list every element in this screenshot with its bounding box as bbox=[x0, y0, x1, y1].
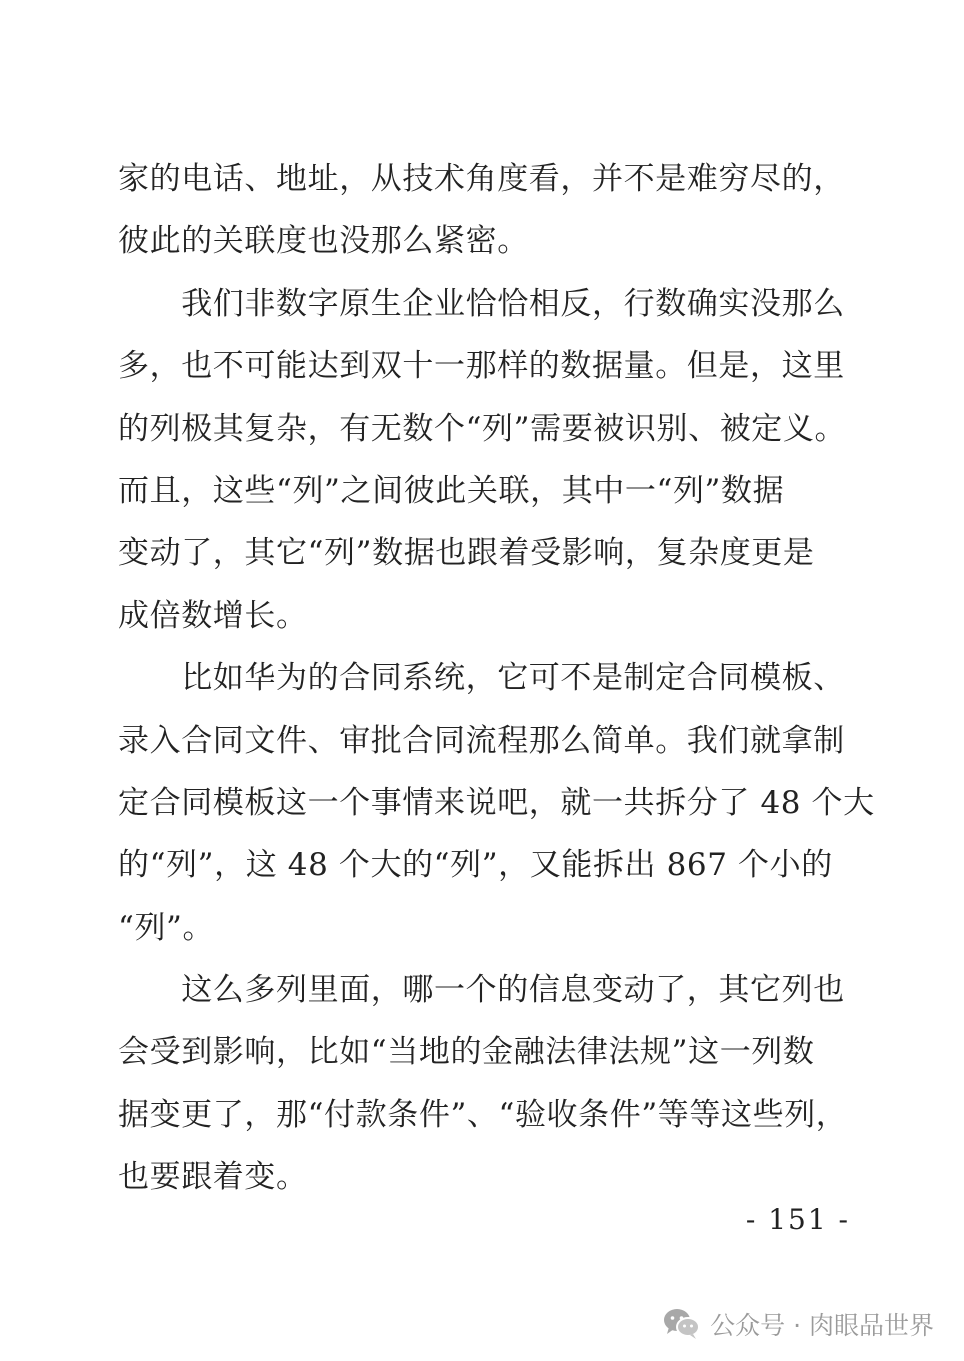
text-line-3: 我们非数字原生企业恰恰相反，行数确实没那么 bbox=[118, 285, 845, 322]
text-line-15: 会受到影响，比如“当地的金融法律法规”这一列数 bbox=[118, 1034, 815, 1071]
text-line-9: 比如华为的合同系统，它可不是制定合同模板、 bbox=[118, 660, 845, 697]
watermark-text: 公众号 · 肉眼品世界 bbox=[710, 1311, 934, 1340]
text-line-6: 而且，这些“列”之间彼此关联，其中一“列”数据 bbox=[118, 472, 785, 509]
text-line-8: 成倍数增长。 bbox=[118, 597, 308, 634]
text-line-1: 家的电话、地址，从技术角度看，并不是难穷尽的， bbox=[118, 161, 845, 197]
text-line-14: 这么多列里面，哪一个的信息变动了，其它列也 bbox=[118, 972, 845, 1009]
text-line-5: 的列极其复杂，有无数个“列”需要被识别、被定义。 bbox=[118, 410, 847, 447]
text-line-13: “列”。 bbox=[118, 909, 215, 946]
text-line-10: 录入合同文件、审批合同流程那么简单。我们就拿制 bbox=[118, 722, 845, 759]
text-line-11: 定合同模板这一个事情来说吧，就一共拆分了 48 个大 bbox=[118, 784, 875, 821]
text-line-4: 多，也不可能达到双十一那样的数据量。但是，这里 bbox=[118, 348, 845, 385]
text-line-7: 变动了，其它“列”数据也跟着受影响，复杂度更是 bbox=[118, 535, 815, 572]
body-text bbox=[118, 148, 875, 1209]
text-line-17: 也要跟着变。 bbox=[118, 1159, 308, 1196]
page-number: - 151 - bbox=[745, 1203, 850, 1236]
text-line-2: 彼此的关联度也没那么紧密。 bbox=[118, 223, 529, 260]
text-line-12: 的“列”，这 48 个大的“列”，又能拆出 867 个小的 bbox=[118, 847, 833, 884]
text-line-16: 据变更了，那“付款条件”、“验收条件”等等这些列， bbox=[118, 1096, 848, 1133]
watermark bbox=[662, 1302, 934, 1346]
wechat-icon bbox=[662, 1307, 702, 1341]
